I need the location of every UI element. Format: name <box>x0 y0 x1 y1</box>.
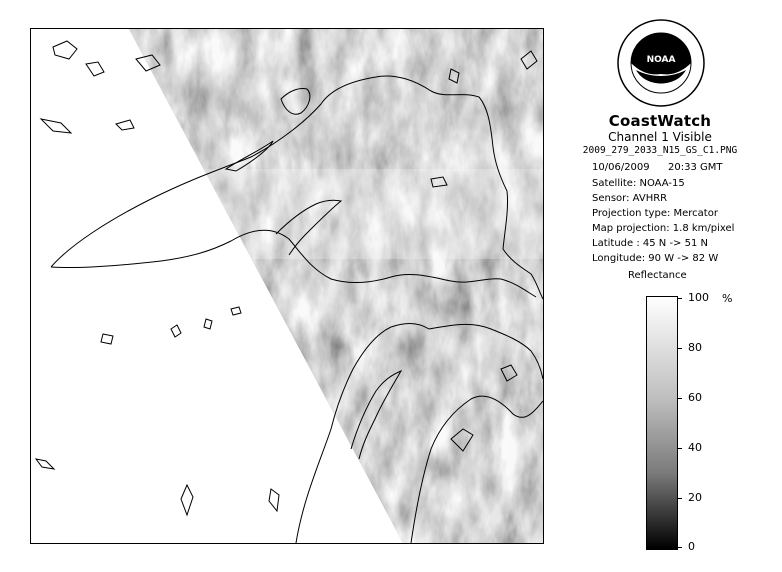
meta-satellite: Satellite: NOAA-15 <box>592 178 685 189</box>
satellite-map <box>30 28 544 544</box>
datetime-row <box>592 160 723 175</box>
metadata-list <box>592 176 734 266</box>
colorbar-tick <box>677 498 682 499</box>
meta-longitude: Longitude: 90 W -> 82 W <box>592 253 719 264</box>
meta-latitude: Latitude : 45 N -> 51 N <box>592 238 708 249</box>
cloud-imagery <box>31 29 543 543</box>
meta-sensor: Sensor: AVHRR <box>592 193 668 204</box>
colorbar-label: 60 <box>688 391 702 404</box>
colorbar-label: 0 <box>688 540 695 553</box>
colorbar-tick <box>677 348 682 349</box>
info-panel <box>560 112 760 158</box>
colorbar-label: 20 <box>688 491 702 504</box>
colorbar-tick <box>677 547 682 548</box>
date-text: 10/06/2009 <box>592 162 650 173</box>
colorbar-title: Reflectance <box>628 270 687 281</box>
colorbar-label: 100 <box>688 291 709 304</box>
colorbar-label: 40 <box>688 441 702 454</box>
colorbar-unit: % <box>722 292 733 305</box>
logo-text: NOAA <box>646 55 676 65</box>
brand-title: CoastWatch <box>608 112 712 130</box>
time-text: 20:33 GMT <box>668 162 723 173</box>
colorbar-tick <box>677 398 682 399</box>
colorbar <box>646 296 678 550</box>
colorbar-tick <box>677 448 682 449</box>
colorbar-tick <box>677 298 682 299</box>
channel-label: Channel 1 Visible <box>608 130 712 144</box>
noaa-seal-icon <box>616 18 706 108</box>
map-svg <box>31 29 543 543</box>
meta-map-projection: Map projection: 1.8 km/pixel <box>592 223 735 234</box>
meta-projection-type: Projection type: Mercator <box>592 208 718 219</box>
filename: 2009_279_2033_N15_GS_C1.PNG <box>582 145 738 156</box>
colorbar-label: 80 <box>688 341 702 354</box>
